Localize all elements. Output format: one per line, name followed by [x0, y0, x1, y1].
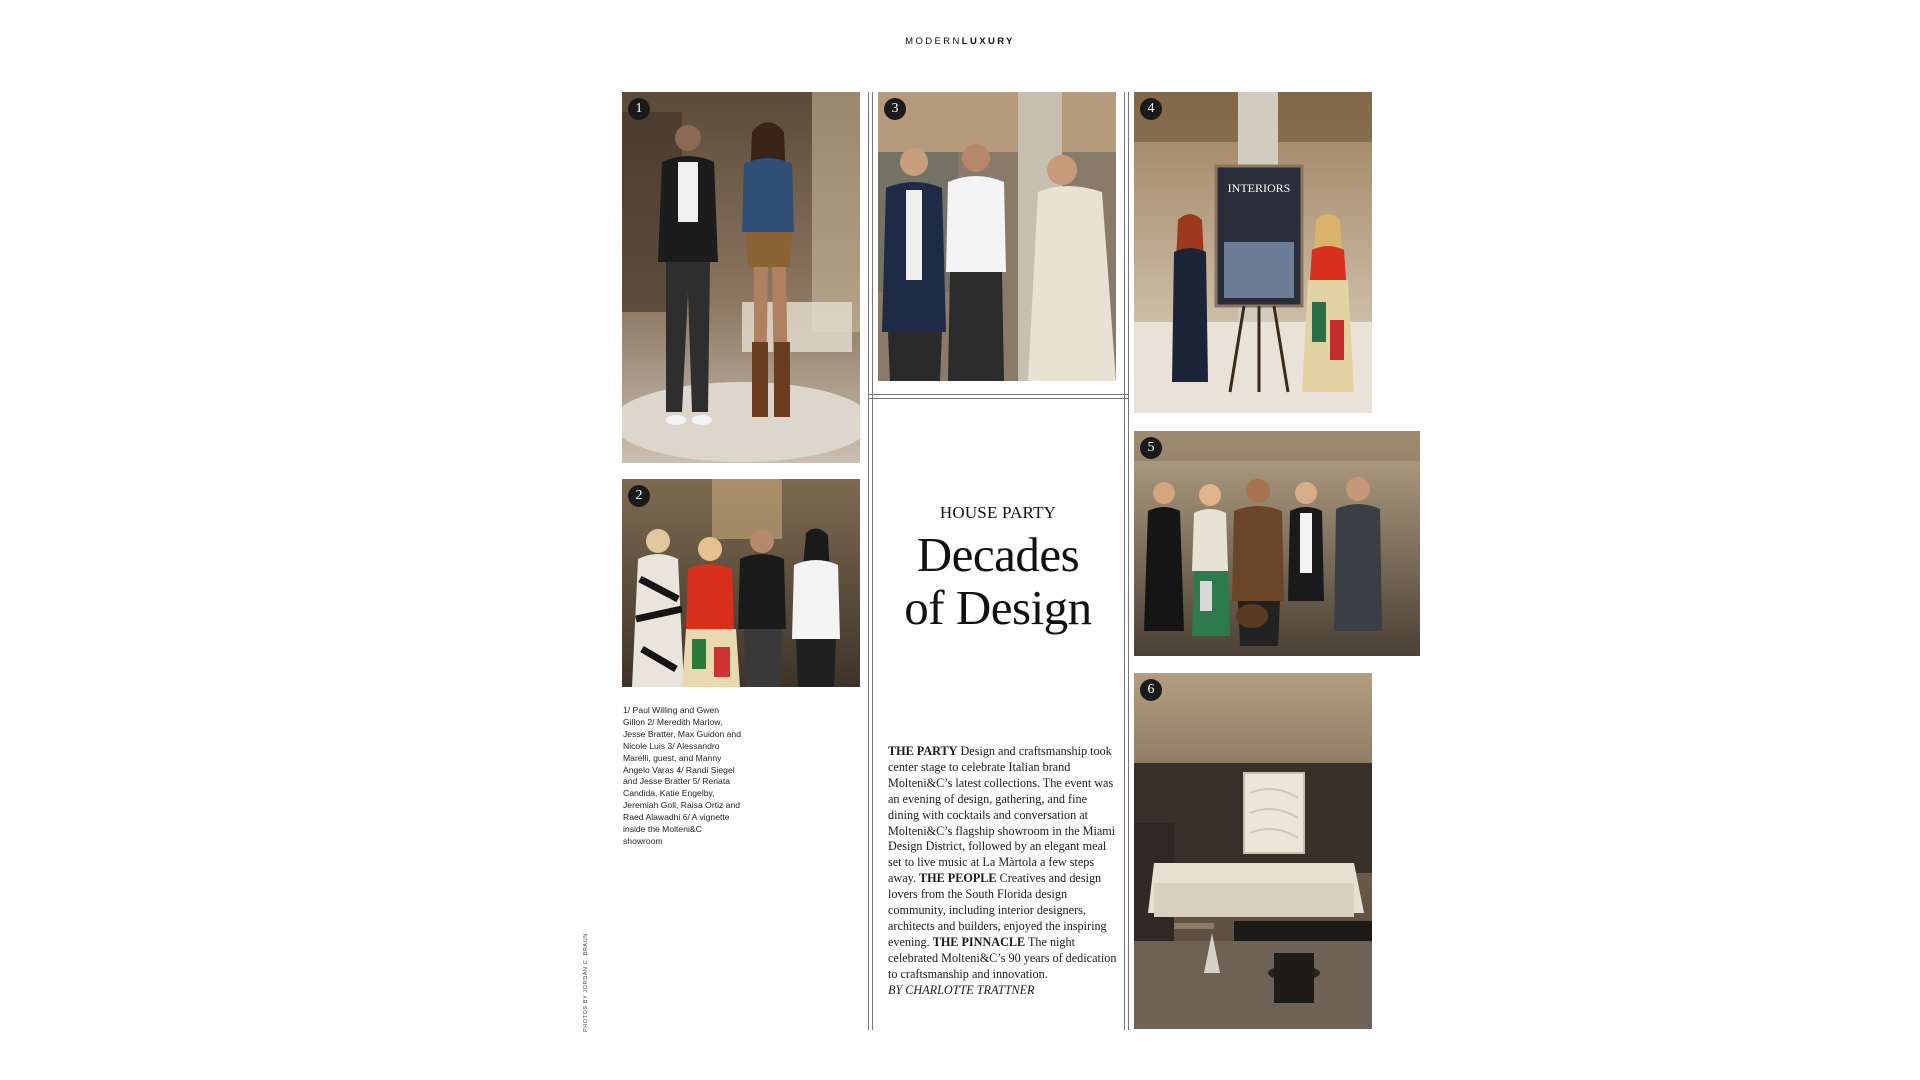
center-rule-a [868, 394, 1129, 395]
article-kicker: HOUSE PARTY [939, 503, 1057, 522]
center-rule-b [868, 398, 1129, 399]
pinnacle-text: The night celebrated Molteni&C’s 90 years of dedication to craftsmanship and innovation. [888, 934, 1117, 981]
photo-number-badge: 2 [628, 485, 650, 507]
article-headline [876, 528, 1120, 634]
byline: BY CHARLOTTE TRATTNER [888, 982, 1035, 997]
masthead-modern: MODERN [905, 36, 962, 47]
easel-sign-text: INTERIORS [1227, 181, 1291, 195]
photo-3 [878, 92, 1116, 381]
photo-number-badge: 1 [628, 98, 650, 120]
column-rule-left-b [872, 92, 873, 1030]
masthead [0, 36, 1920, 47]
column-rule-left-a [868, 92, 869, 1030]
photo-2 [622, 479, 860, 687]
photo-4 [1134, 92, 1372, 413]
photo-credit: PHOTOS BY JORDAN C. BRAUN [583, 933, 589, 1032]
column-rule-right-a [1124, 92, 1125, 1030]
section-label-pinnacle: THE PINNACLE [932, 934, 1026, 949]
photo-1 [622, 92, 860, 463]
photo-number-badge: 4 [1140, 98, 1162, 120]
photo-5 [1134, 431, 1420, 656]
photo-number-badge: 6 [1140, 679, 1162, 701]
photo-number-badge: 3 [884, 98, 906, 120]
photo-number-badge: 5 [1140, 437, 1162, 459]
people-text: Creatives and design lovers from the South Florida design community, including interior designers, architects and builders, enjoyed the inspiring evening. [888, 871, 1107, 949]
column-rule-right-b [1128, 92, 1129, 1030]
headline-line-2: of Design [904, 580, 1092, 635]
section-label-people: THE PEOPLE [919, 871, 997, 886]
photo-captions: 1/ Paul Willing and Gwen Gillon 2/ Meredith Marlow, Jesse Bratter, Max Guidon and Nicole Luis 3/ Alessandro Marelli, guest, and Manny Angelo Varas 4/ Randi Siegel and Jesse Bratter 5/ Renata Candida, Katie Engelby, Jeremiah Goll, Raisa Ortiz and Raed Alawadhi 6/ A vignette inside the Molteni&C showroom [623, 705, 741, 846]
section-label-party: THE PARTY [888, 744, 958, 758]
headline-line-1: Decades [916, 527, 1080, 582]
party-text: Design and craftsmanship took center stage to celebrate Italian brand Molteni&C’s latest collections. The event was an evening of design, gathering, and fine dining with cocktails and conversation at Molteni&C’s flagship showroom in the Miami Design District, followed by an elegant meal set to live music at La Màrtola a few steps away. [888, 744, 1116, 886]
masthead-luxury: LUXURY [961, 36, 1015, 47]
article-body [888, 744, 1120, 999]
photo-6 [1134, 673, 1372, 1029]
